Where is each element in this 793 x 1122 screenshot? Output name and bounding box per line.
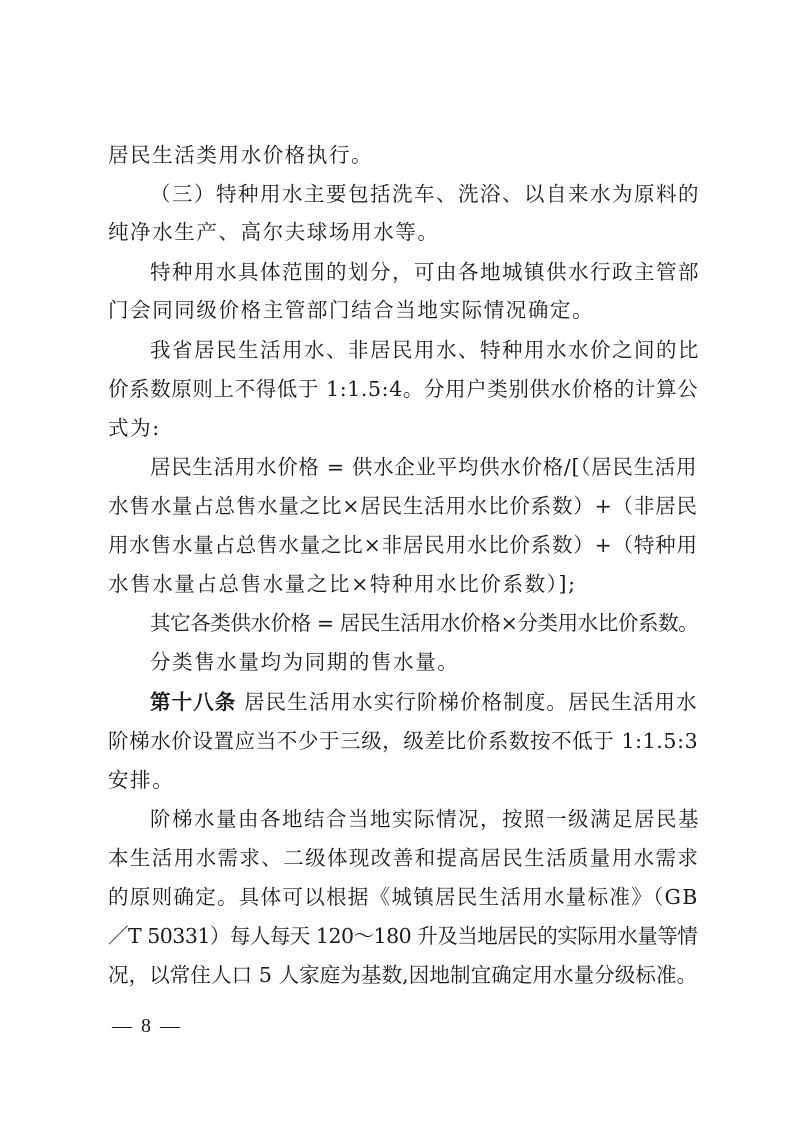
- text-line: 式为:: [108, 416, 161, 440]
- formula-line: 水售水量占总售水量之比×特种用水比价系数）];: [108, 572, 577, 596]
- text-line: 价系数原则上不得低于 1:1.5:4。分用户类别供水价格的计算公: [108, 377, 699, 401]
- text-line: （三）特种用水主要包括洗车、洗浴、以自来水为原料的: [150, 182, 700, 206]
- text-line: ／T 50331）每人每天 120～180 升及当地居民的实际用水量等情: [108, 924, 698, 948]
- text-line: 居民生活类用水价格执行。: [108, 143, 374, 167]
- text-line: 纯净水生产、高尔夫球场用水等。: [108, 220, 440, 244]
- text-line: 我省居民生活用水、非居民用水、特种用水水价之间的比: [150, 338, 700, 362]
- page-number: — 8 —: [112, 1015, 182, 1037]
- text-line: 的原则确定。具体可以根据《城镇居民生活用水量标准》（GB: [108, 885, 699, 909]
- text-line: 安排。: [108, 768, 175, 792]
- text-line: 分类售水量均为同期的售水量。: [150, 650, 460, 674]
- text-line: 本生活用水需求、二级体现改善和提高居民生活质量用水需求: [108, 846, 700, 870]
- text-line: 阶梯水价设置应当不少于三级，级差比价系数按不低于 1:1.5:3: [108, 729, 699, 753]
- text-line: 特种用水具体范围的划分，可由各地城镇供水行政主管部: [150, 260, 700, 284]
- formula-line: 用水售水量占总售水量之比×非居民用水比价系数）+（特种用: [108, 533, 698, 557]
- formula-line: 水售水量占总售水量之比×居民生活用水比价系数）+（非居民: [108, 494, 698, 518]
- text-line: 门会同同级价格主管部门结合当地实际情况确定。: [108, 298, 595, 322]
- text-line: 阶梯水量由各地结合当地实际情况，按照一级满足居民基: [150, 807, 700, 831]
- article-heading: 第十八条: [150, 690, 237, 714]
- text-line: 况，以常住人口 5 人家庭为基数,因地制宜确定用水量分级标准。: [108, 963, 698, 987]
- article-text: 居民生活用水实行阶梯价格制度。居民生活用水: [244, 690, 698, 714]
- formula-line: 居民生活用水价格 = 供水企业平均供水价格/[（居民生活用: [150, 455, 698, 479]
- article-line: [150, 688, 698, 716]
- text-line: 其它各类供水价格 = 居民生活用水价格×分类用水比价系数。: [150, 611, 699, 635]
